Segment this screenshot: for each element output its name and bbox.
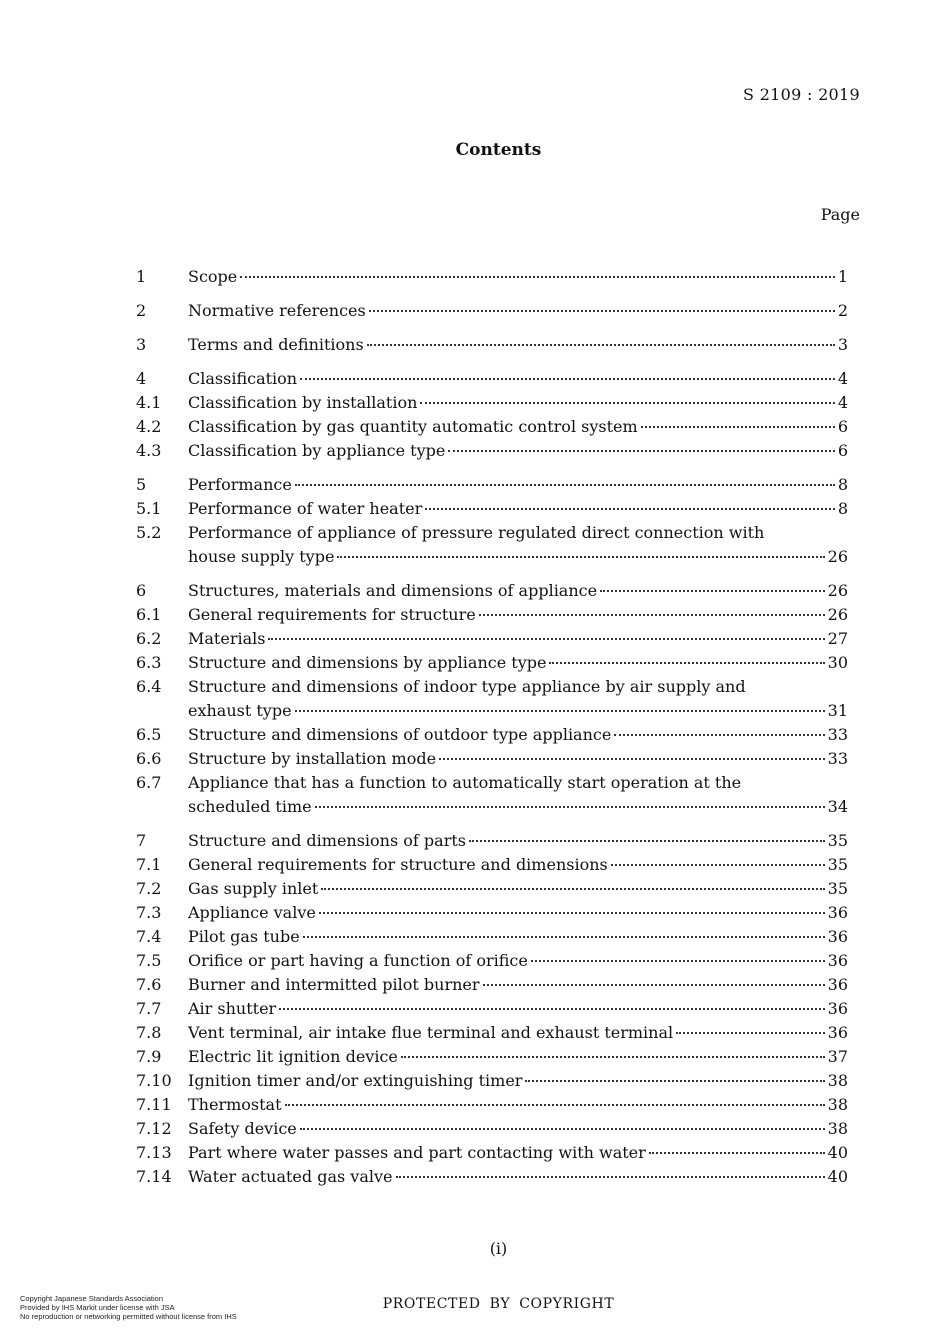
toc-entry-title: Burner and intermitted pilot burner	[188, 975, 480, 994]
toc-entry-title: Classification	[188, 369, 298, 388]
toc-entry-number: 7.1	[136, 855, 162, 874]
toc-entry-number: 7.5	[136, 951, 162, 970]
dot-leader	[295, 484, 835, 486]
toc-entry-page: 30	[827, 653, 848, 672]
toc-entry	[136, 771, 848, 819]
toc-entry-number: 7.8	[136, 1023, 162, 1042]
toc-entry-title: Performance of appliance of pressure regulated direct connection with	[188, 523, 765, 542]
toc-entry	[136, 925, 848, 949]
toc-entry	[136, 333, 848, 357]
toc-entry	[136, 521, 848, 569]
toc-entry-title: Structures, materials and dimensions of appliance	[188, 581, 598, 600]
toc-entry	[136, 367, 848, 391]
toc-entry-title: Thermostat	[188, 1095, 282, 1114]
toc-group	[136, 367, 848, 463]
toc-entry-title: Orifice or part having a function of orifice	[188, 951, 528, 970]
toc-entry-title: Pilot gas tube	[188, 927, 300, 946]
toc-entry-number: 7.11	[136, 1095, 172, 1114]
toc-entry	[136, 439, 848, 463]
toc-entry-number: 5.2	[136, 523, 162, 542]
toc-entry-number: 7.9	[136, 1047, 162, 1066]
toc-entry-title: General requirements for structure	[188, 605, 476, 624]
toc-entry-number: 7.7	[136, 999, 162, 1018]
toc-entry-title: Vent terminal, air intake flue terminal and exhaust terminal	[188, 1023, 674, 1042]
toc-entry	[136, 1141, 848, 1165]
toc-entry	[136, 299, 848, 323]
toc-entry-title: Appliance valve	[188, 903, 316, 922]
toc-entry-title: Ignition timer and/or extinguishing timer	[188, 1071, 523, 1090]
page-number: (i)	[489, 1239, 508, 1258]
toc-entry-title: Classification by gas quantity automatic control system	[188, 417, 638, 436]
toc-entry-page: 33	[827, 725, 848, 744]
toc-entry	[136, 747, 848, 771]
toc-entry-page: 34	[827, 797, 848, 816]
dot-leader	[641, 426, 835, 428]
toc-entry-number: 4.2	[136, 417, 162, 436]
toc-entry-title: Classification by appliance type	[188, 441, 446, 460]
toc-entry-page: 36	[827, 903, 848, 922]
toc-entry-title: Appliance that has a function to automatically start operation at the	[188, 773, 742, 792]
toc-entry-number: 6.1	[136, 605, 162, 624]
toc-entry-title: Structure and dimensions by appliance type	[188, 653, 547, 672]
dot-leader	[300, 378, 835, 380]
toc-entry-page: 40	[827, 1143, 848, 1162]
toc-entry-title: exhaust type	[188, 701, 292, 720]
toc-entry-number: 6.5	[136, 725, 162, 744]
toc-entry	[136, 1069, 848, 1093]
dot-leader	[401, 1056, 825, 1058]
toc-entry-title: Scope	[188, 267, 238, 286]
dot-leader	[337, 556, 824, 558]
dot-leader	[285, 1104, 825, 1106]
toc-entry	[136, 1021, 848, 1045]
toc-entry-page: 1	[837, 267, 848, 286]
toc-entry-page: 35	[827, 879, 848, 898]
toc-entry	[136, 579, 848, 603]
dot-leader	[295, 710, 825, 712]
toc-entry-number: 7.4	[136, 927, 162, 946]
toc-entry-page: 8	[837, 499, 848, 518]
toc-entry-title: Classification by installation	[188, 393, 418, 412]
toc-entry	[136, 603, 848, 627]
dot-leader	[321, 888, 824, 890]
toc-entry-number: 7.14	[136, 1167, 172, 1186]
toc-entry	[136, 829, 848, 853]
copyright-line: Provided by IHS Markit under license with JSA	[20, 1303, 175, 1312]
toc-entry	[136, 853, 848, 877]
toc-entry	[136, 1093, 848, 1117]
toc-entry-page: 26	[827, 547, 848, 566]
toc-entry-title: Water actuated gas valve	[188, 1167, 393, 1186]
dot-leader	[649, 1152, 825, 1154]
toc-entry	[136, 473, 848, 497]
dot-leader	[319, 912, 825, 914]
toc-entry-page: 38	[827, 1071, 848, 1090]
dot-leader	[600, 590, 825, 592]
toc-entry-number: 6.7	[136, 773, 162, 792]
toc-entry	[136, 627, 848, 651]
toc-entry-title: Normative references	[188, 301, 366, 320]
toc-entry	[136, 415, 848, 439]
toc-entry-page: 2	[837, 301, 848, 320]
copyright-line: Copyright Japanese Standards Association	[20, 1294, 164, 1303]
toc-entry-title: Performance of water heater	[188, 499, 423, 518]
table-of-contents	[136, 265, 848, 1199]
toc-entry-page: 36	[827, 999, 848, 1018]
standard-code: S 2109 : 2019	[743, 85, 860, 104]
toc-entry-number: 6	[136, 581, 147, 600]
toc-entry-page: 36	[827, 951, 848, 970]
toc-entry-title: house supply type	[188, 547, 335, 566]
toc-entry-title: Performance	[188, 475, 292, 494]
toc-entry-number: 7.2	[136, 879, 162, 898]
toc-entry-page: 33	[827, 749, 848, 768]
toc-entry-page: 35	[827, 855, 848, 874]
toc-entry	[136, 391, 848, 415]
toc-entry-number: 6.6	[136, 749, 162, 768]
toc-entry-number: 7	[136, 831, 147, 850]
toc-entry-page: 6	[837, 441, 848, 460]
toc-entry-page: 26	[827, 581, 848, 600]
dot-leader	[240, 276, 835, 278]
toc-entry	[136, 877, 848, 901]
toc-entry-title: Gas supply inlet	[188, 879, 319, 898]
toc-group	[136, 829, 848, 1189]
dot-leader	[315, 806, 825, 808]
toc-entry-number: 6.3	[136, 653, 162, 672]
toc-entry-title: Terms and definitions	[188, 335, 364, 354]
toc-entry	[136, 675, 848, 723]
toc-entry	[136, 949, 848, 973]
protected-by-copyright: PROTECTED BY COPYRIGHT	[382, 1296, 615, 1312]
toc-group	[136, 473, 848, 569]
toc-group	[136, 299, 848, 323]
toc-entry-page: 37	[827, 1047, 848, 1066]
toc-entry-page: 31	[827, 701, 848, 720]
toc-entry-page: 38	[827, 1119, 848, 1138]
dot-leader	[483, 984, 825, 986]
toc-entry-title: General requirements for structure and dimensions	[188, 855, 608, 874]
toc-entry-page: 38	[827, 1095, 848, 1114]
dot-leader	[448, 450, 834, 452]
toc-entry	[136, 1117, 848, 1141]
page-column-heading: Page	[820, 205, 860, 224]
toc-entry-number: 5.1	[136, 499, 162, 518]
dot-leader	[531, 960, 825, 962]
toc-entry-title: Structure and dimensions of indoor type appliance by air supply and	[188, 677, 746, 696]
toc-entry-number: 3	[136, 335, 147, 354]
toc-entry-page: 4	[837, 369, 848, 388]
toc-entry-page: 27	[827, 629, 848, 648]
dot-leader	[611, 864, 825, 866]
toc-entry	[136, 651, 848, 675]
toc-group	[136, 333, 848, 357]
dot-leader	[614, 734, 824, 736]
toc-entry	[136, 997, 848, 1021]
dot-leader	[549, 662, 824, 664]
dot-leader	[303, 936, 825, 938]
toc-entry	[136, 497, 848, 521]
toc-entry-page: 6	[837, 417, 848, 436]
toc-entry	[136, 901, 848, 925]
toc-entry	[136, 723, 848, 747]
toc-entry-title: Electric lit ignition device	[188, 1047, 398, 1066]
toc-entry-number: 6.2	[136, 629, 162, 648]
toc-entry-number: 7.3	[136, 903, 162, 922]
dot-leader	[300, 1128, 825, 1130]
toc-entry-page: 36	[827, 1023, 848, 1042]
dot-leader	[425, 508, 835, 510]
dot-leader	[439, 758, 825, 760]
dot-leader	[479, 614, 825, 616]
toc-entry-page: 8	[837, 475, 848, 494]
toc-group	[136, 265, 848, 289]
toc-entry-number: 7.6	[136, 975, 162, 994]
dot-leader	[469, 840, 825, 842]
toc-entry-title: Structure and dimensions of outdoor type appliance	[188, 725, 612, 744]
toc-entry-title: Structure and dimensions of parts	[188, 831, 466, 850]
dot-leader	[396, 1176, 825, 1178]
toc-entry-page: 4	[837, 393, 848, 412]
toc-entry-number: 4.3	[136, 441, 162, 460]
toc-entry-title: Air shutter	[188, 999, 277, 1018]
toc-entry-number: 7.13	[136, 1143, 172, 1162]
toc-entry-page: 35	[827, 831, 848, 850]
toc-entry-number: 5	[136, 475, 147, 494]
toc-entry-title: Materials	[188, 629, 266, 648]
dot-leader	[268, 638, 824, 640]
toc-entry-title: Part where water passes and part contacting with water	[188, 1143, 646, 1162]
toc-entry-page: 26	[827, 605, 848, 624]
toc-entry-number: 6.4	[136, 677, 162, 696]
toc-entry-title: Safety device	[188, 1119, 297, 1138]
dot-leader	[367, 344, 835, 346]
page-title: Contents	[455, 140, 542, 160]
dot-leader	[369, 310, 835, 312]
toc-entry-page: 40	[827, 1167, 848, 1186]
toc-entry	[136, 1045, 848, 1069]
toc-entry-page: 3	[837, 335, 848, 354]
toc-entry-number: 4.1	[136, 393, 162, 412]
toc-entry	[136, 973, 848, 997]
toc-entry-number: 1	[136, 267, 147, 286]
toc-entry-page: 36	[827, 975, 848, 994]
dot-leader	[525, 1080, 824, 1082]
dot-leader	[420, 402, 834, 404]
toc-entry-number: 2	[136, 301, 147, 320]
toc-entry	[136, 1165, 848, 1189]
toc-entry-title: scheduled time	[188, 797, 312, 816]
toc-entry-number: 7.10	[136, 1071, 172, 1090]
toc-entry-number: 7.12	[136, 1119, 172, 1138]
toc-entry-number: 4	[136, 369, 147, 388]
dot-leader	[676, 1032, 825, 1034]
copyright-line: No reproduction or networking permitted without license from IHS	[20, 1312, 237, 1321]
toc-entry-title: Structure by installation mode	[188, 749, 437, 768]
toc-entry-page: 36	[827, 927, 848, 946]
toc-entry	[136, 265, 848, 289]
toc-group	[136, 579, 848, 819]
dot-leader	[279, 1008, 824, 1010]
